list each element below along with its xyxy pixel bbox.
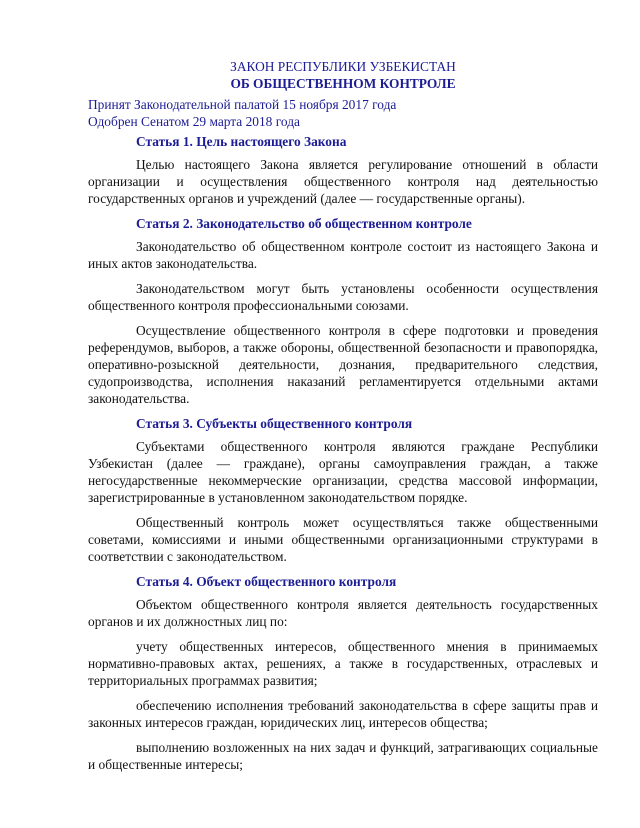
paragraph: Общественный контроль может осуществляться также общественными советами, комиссиями и иными общественными организационными структурами в соответствии с законодательством.: [88, 515, 598, 564]
article-heading: Статья 2. Законодательство об общественном контроле: [136, 216, 472, 231]
paragraph: обеспечению исполнения требований законодательства в сфере защиты прав и законных интересов граждан, юридических лиц, интересов общества;: [88, 698, 598, 730]
article-4: [88, 573, 598, 773]
article-1: [88, 133, 598, 207]
law-subject: ОБ ОБЩЕСТВЕННОМ КОНТРОЛЕ: [230, 76, 456, 91]
law-title: ЗАКОН РЕСПУБЛИКИ УЗБЕКИСТАН: [230, 59, 456, 74]
paragraph: Субъектами общественного контроля являются граждане Республики Узбекистан (далее — граждане), органы самоуправления граждан, а также негосударственные некоммерческие организации, средства массовой информации, зарегистрированные в установленном законодательством порядке.: [88, 439, 598, 505]
approved-date: Одобрен Сенатом 29 марта 2018 года: [88, 114, 300, 129]
paragraph: выполнению возложенных на них задач и функций, затрагивающих социальные и общественные интересы;: [88, 740, 598, 772]
document-page: [88, 58, 598, 781]
article-2: [88, 215, 598, 407]
paragraph: Законодательство об общественном контроле состоит из настоящего Закона и иных актов законодательства.: [88, 239, 598, 271]
paragraph: Целью настоящего Закона является регулирование отношений в области организации и осуществления общественного контроля над деятельностью государственных органов и учреждений (далее — государственные органы).: [88, 157, 598, 206]
paragraph: Законодательством могут быть установлены особенности осуществления общественного контроля профессиональными союзами.: [88, 281, 598, 313]
paragraph: учету общественных интересов, общественного мнения в принимаемых нормативно-правовых актах, решениях, а также в государственных, отраслевых и территориальных программах развития;: [88, 639, 598, 688]
article-heading: Статья 3. Субъекты общественного контроля: [136, 416, 413, 431]
article-heading: Статья 4. Объект общественного контроля: [136, 574, 397, 589]
paragraph: Объектом общественного контроля является деятельность государственных органов и их должностных лиц по:: [88, 597, 598, 629]
article-heading: Статья 1. Цель настоящего Закона: [136, 134, 347, 149]
paragraph: Осуществление общественного контроля в сфере подготовки и проведения референдумов, выборов, а также обороны, общественной безопасности и правопорядка, оперативно-розыскной деятельности, дознания, предварительного следствия, судопроизводства, исполнения наказаний регламентируется отдельными актами законодательства.: [88, 323, 598, 406]
adopted-date: Принят Законодательной палатой 15 ноября 2017 года: [88, 97, 397, 112]
article-3: [88, 415, 598, 565]
